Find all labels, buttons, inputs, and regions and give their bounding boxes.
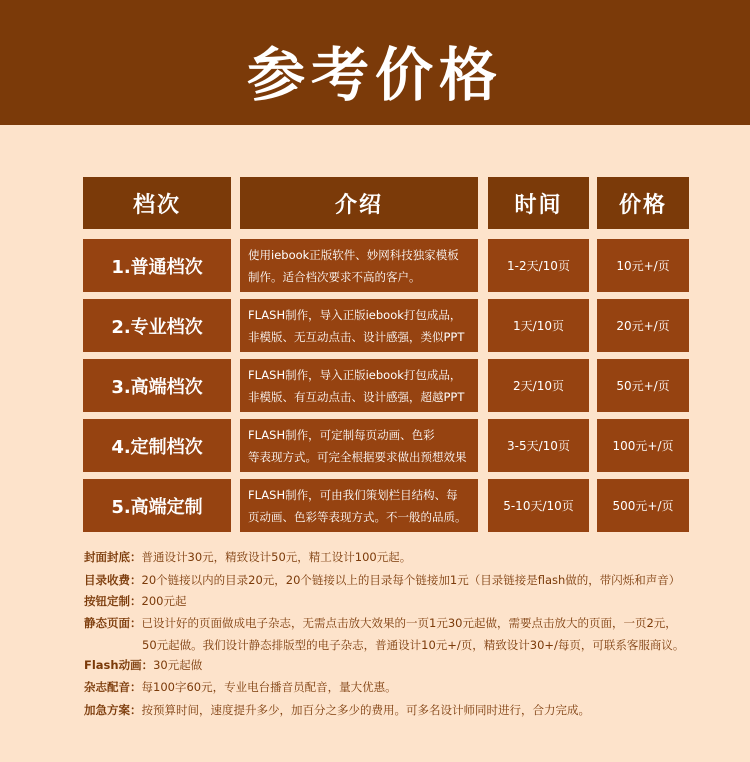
- intro-cell: [240, 359, 478, 412]
- note-label: 加急方案：: [84, 703, 142, 717]
- note-flash: [84, 657, 202, 673]
- intro-cell: [240, 239, 478, 292]
- level-cell: 5.高端定制: [83, 479, 231, 532]
- time-cell: 1天/10页: [488, 299, 589, 352]
- note-text: 20个链接以内的目录20元，20个链接以上的目录每个链接加1元（目录链接是flash做的，带闪烁和声音）: [141, 573, 681, 587]
- note-buttons: [84, 593, 186, 609]
- time-cell: 1-2天/10页: [488, 239, 589, 292]
- price-cell: 10元+/页: [597, 239, 689, 292]
- note-text: 200元起: [141, 594, 187, 608]
- note-label: 静态页面：: [84, 616, 142, 630]
- intro-line: FLASH制作，可定制每页动画、色彩: [248, 427, 435, 442]
- note-toc: [84, 572, 680, 588]
- title-banner: [0, 0, 750, 125]
- note-text: 按预算时间，速度提升多少，加百分之多少的费用。可多名设计师同时进行，合力完成。: [141, 703, 590, 717]
- intro-line: 制作。适合档次要求不高的客户。: [248, 269, 421, 284]
- note-text: 已设计好的页面做成电子杂志，无需点击放大效果的一页1元30元起做，需要点击放大的页面，一页2元，: [141, 616, 677, 630]
- intro-line: FLASH制作，导入正版iebook打包成品，: [248, 307, 462, 322]
- note-voiceover: [84, 679, 397, 695]
- price-cell: 100元+/页: [597, 419, 689, 472]
- header-level: 档次: [83, 177, 231, 229]
- note-label: 目录收费：: [84, 573, 142, 587]
- intro-line: 页动画、色彩等表现方式。不一般的品质。: [248, 509, 467, 524]
- note-label: 按钮定制：: [84, 594, 142, 608]
- note-label: 封面封底：: [84, 550, 142, 564]
- note-text: 普通设计30元，精致设计50元，精工设计100元起。: [141, 550, 412, 564]
- note-label: 杂志配音：: [84, 680, 142, 694]
- page-title: 参考价格: [246, 41, 503, 109]
- price-cell: 20元+/页: [597, 299, 689, 352]
- intro-line: 等表现方式。可完全根据要求做出预想效果: [248, 449, 467, 464]
- intro-cell: [240, 479, 478, 532]
- time-cell: 2天/10页: [488, 359, 589, 412]
- price-cell: 50元+/页: [597, 359, 689, 412]
- intro-line: 非模版、无互动点击、设计感强，类似PPT: [248, 329, 465, 344]
- note-static-pages: [84, 615, 684, 653]
- level-cell: 4.定制档次: [83, 419, 231, 472]
- intro-cell: [240, 419, 478, 472]
- note-text: 每100字60元，专业电台播音员配音，量大优惠。: [141, 680, 397, 694]
- intro-line: FLASH制作，导入正版iebook打包成品，: [248, 367, 462, 382]
- note-cover: [84, 549, 411, 565]
- header-time: 时间: [488, 177, 589, 229]
- time-cell: 3-5天/10页: [488, 419, 589, 472]
- intro-line: 使用iebook正版软件、妙网科技独家模板: [248, 247, 459, 262]
- time-cell: 5-10天/10页: [488, 479, 589, 532]
- level-cell: 2.专业档次: [83, 299, 231, 352]
- note-label: Flash动画：: [84, 658, 154, 672]
- note-text: 30元起做: [153, 658, 203, 672]
- price-cell: 500元+/页: [597, 479, 689, 532]
- intro-line: FLASH制作，可由我们策划栏目结构、每: [248, 487, 458, 502]
- header-price: 价格: [597, 177, 689, 229]
- intro-cell: [240, 299, 478, 352]
- note-text-cont: 50元起做。我们设计静态排版型的电子杂志，普通设计10元+/页，精致设计30+/每页，可联系客服商议。: [142, 638, 685, 652]
- intro-line: 非模版、有互动点击、设计感强，超越PPT: [248, 389, 465, 404]
- level-cell: 1.普通档次: [83, 239, 231, 292]
- level-cell: 3.高端档次: [83, 359, 231, 412]
- note-rush: [84, 702, 590, 718]
- header-intro: 介绍: [240, 177, 478, 229]
